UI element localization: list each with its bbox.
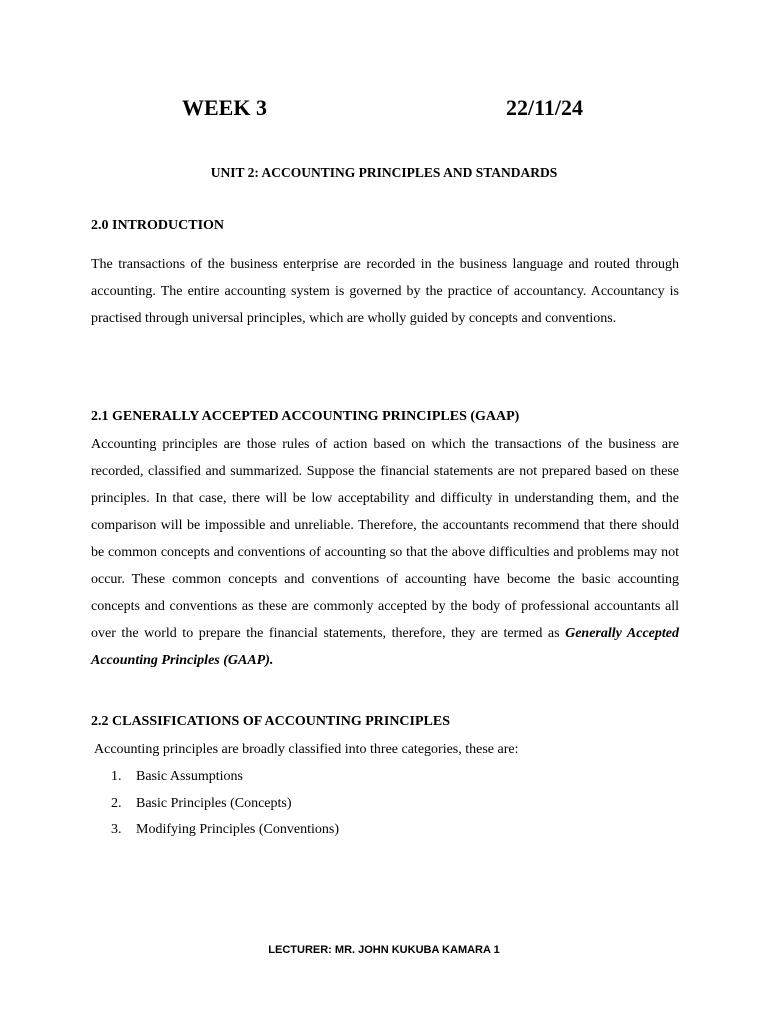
classifications-list [111,764,339,844]
week-header [0,95,768,125]
unit-title: UNIT 2: ACCOUNTING PRINCIPLES AND STANDARDS [210,165,558,180]
list-item [111,817,339,844]
gaap-paragraph [91,431,679,674]
week-label: WEEK 3 [182,95,267,120]
list-item-number: 3. [111,822,122,837]
intro-paragraph: The transactions of the business enterprise are recorded in the business language and routed through accounting. The entire accounting system is governed by the practice of accountancy. Accountancy is practised through universal principles, which are wholly guided by concepts and conventions. [91,257,679,326]
gaap-emphasis: Generally Accepted Accounting Principles (GAAP). [91,626,679,668]
classifications-intro: Accounting principles are broadly classified into three categories, these are: [94,742,519,757]
classifications-heading: 2.2 CLASSIFICATIONS OF ACCOUNTING PRINCIPLES [91,714,451,729]
list-item [111,791,339,818]
list-item-text: Basic Assumptions [136,769,243,784]
gaap-paragraph-text: Accounting principles are those rules of action based on which the transactions of the business are recorded, classified and summarized. Suppose the financial statements are not prepared based on these principles. In that case, there will be low acceptability and difficulty in understanding them, and the comparison will be impossible and unreliable. Therefore, the accountants recommend that there should be common concepts and conventions of accounting so that the above difficulties and problems may not occur. These common concepts and conventions of accounting have become the basic accounting concepts and conventions as these are commonly accepted by the body of professional accountants all over the world to prepare the financial statements, therefore, they are termed as [91,437,679,641]
gaap-heading: 2.1 GENERALLY ACCEPTED ACCOUNTING PRINCIPLES (GAAP) [91,409,520,424]
list-item-text: Basic Principles (Concepts) [136,795,292,811]
footer-lecturer: LECTURER: MR. JOHN KUKUBA KAMARA 1 [268,944,500,956]
list-item-text: Modifying Principles (Conventions) [136,822,339,837]
list-item-number: 1. [111,769,122,784]
intro-heading: 2.0 INTRODUCTION [91,218,225,233]
list-item [111,764,339,791]
list-item-number: 2. [111,795,122,811]
week-date: 22/11/24 [506,95,584,120]
